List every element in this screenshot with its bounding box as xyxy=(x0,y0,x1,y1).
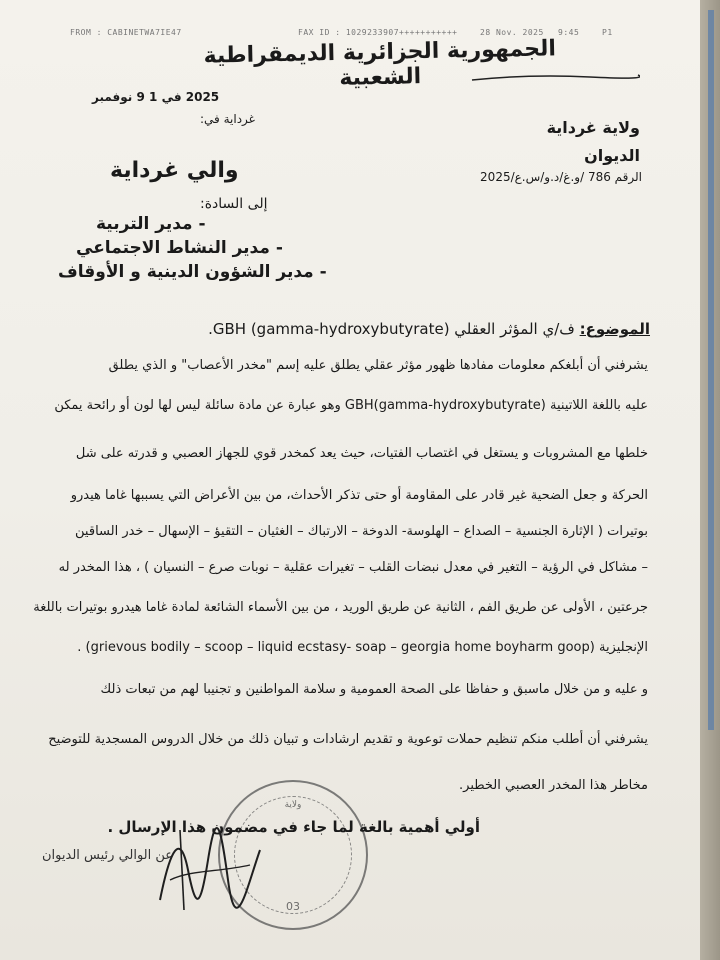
diwan-label: الديوان xyxy=(584,146,640,165)
body-line: مخاطر هذا المخدر العصبي الخطير. xyxy=(459,778,648,793)
letter-date: 2025 في 1 9 نوفمبر xyxy=(92,90,220,104)
signatory-role: رئيس الديوان xyxy=(42,848,115,863)
subject-line xyxy=(208,320,650,338)
handwritten-signature xyxy=(150,810,270,920)
fax-time: 9:45 xyxy=(558,28,580,37)
title-flourish xyxy=(470,72,640,82)
place-label: غرداية في: xyxy=(200,112,255,126)
wali-title: والي غرداية xyxy=(110,158,239,183)
closing-sentence: أولي أهمية بالغة لما جاء في مضمون هذا الإرسال . xyxy=(107,818,480,836)
stamp-top-text: ولاية xyxy=(284,800,302,810)
subject-label: الموضوع: xyxy=(579,320,650,338)
fax-from: FROM : CABINETWA7IE47 xyxy=(70,28,182,37)
fax-page: P1 xyxy=(602,28,613,37)
reference-number: الرقم 786 /و.غ/د.و/س.ع/2025 xyxy=(480,170,642,184)
body-line: خلطها مع المشروبات و يستغل في اغتصاب الفتيات، حيث يعد كمخدر قوي للجهاز العصبي و قدرته على شل xyxy=(75,446,648,461)
body-line: – مشاكل في الرؤية – التغير في معدل نبضات القلب – تغيرات عقلية – نوبات صرع – النسيان ) ، هذا المخدر له xyxy=(58,560,648,575)
body-line: بوتيرات ( الإثارة الجنسية – الصداع – الهلوسة- الدوخة – الارتباك – الغثيان – التقيؤ – الإسهال – خدر الساقين xyxy=(75,524,648,539)
fax-date: 28 Nov. 2025 xyxy=(480,28,544,37)
body-line: و عليه و من خلال ماسبق و حفاظا على الصحة العمومية و سلامة المواطنين و تجنيبا لهم من تبعات ذلك xyxy=(100,682,648,697)
addressee-label: إلى السادة: xyxy=(200,196,268,212)
fax-id: FAX ID : 1029233907+++++++++++ xyxy=(298,28,458,37)
recipient-education: - مدير التربية xyxy=(96,214,206,234)
recipient-religious: - مدير الشؤون الدينية و الأوقاف xyxy=(58,262,327,282)
recipient-social: - مدير النشاط الاجتماعي xyxy=(76,238,283,258)
body-line: الحركة و جعل الضحية غير قادر على المقاومة أو حتى تذكر الأحداث، من بين الأعراض التي يسببها غاما هيدرو xyxy=(70,488,648,503)
signatory-on-behalf: عن الوالي xyxy=(118,848,174,863)
republic-title: الجمهورية الجزائرية الديمقراطية الشعبية xyxy=(203,36,557,91)
body-line: يشرفني أن أبلغكم معلومات مفادها ظهور مؤثر عقلي يطلق عليه إسم "مخدر الأعصاب" و الذي يطلق xyxy=(108,358,648,373)
body-line: الإنجليزية (grievous bodily – scoop – liquid ecstasy- soap – georgia home boyharm goop) . xyxy=(77,640,648,655)
body-line: يشرفني أن أطلب منكم تنظيم حملات توعوية و تقديم ارشادات و تبيان ذلك من خلال الدروس المسجدية للتوضيح xyxy=(48,732,648,747)
wilaya-name: ولاية غرداية xyxy=(546,118,640,137)
stamp-number: 03 xyxy=(286,900,300,913)
body-line: جرعتين ، الأولى عن طريق الفم ، الثانية عن طريق الوريد ، من بين الأسماء الشائعة لمادة غاما هيدرو بوتيرات باللغة xyxy=(33,600,648,615)
body-line: عليه باللغة اللاتينية (GBH(gamma-hydroxybutyrate وهو عبارة عن مادة سائلة ليس لها لون أو رائحة يمكن xyxy=(54,398,648,413)
subject-text: ف/ي المؤثر العقلي (gamma-hydroxybutyrate) GBH. xyxy=(208,320,575,338)
folder-edge xyxy=(708,10,714,730)
